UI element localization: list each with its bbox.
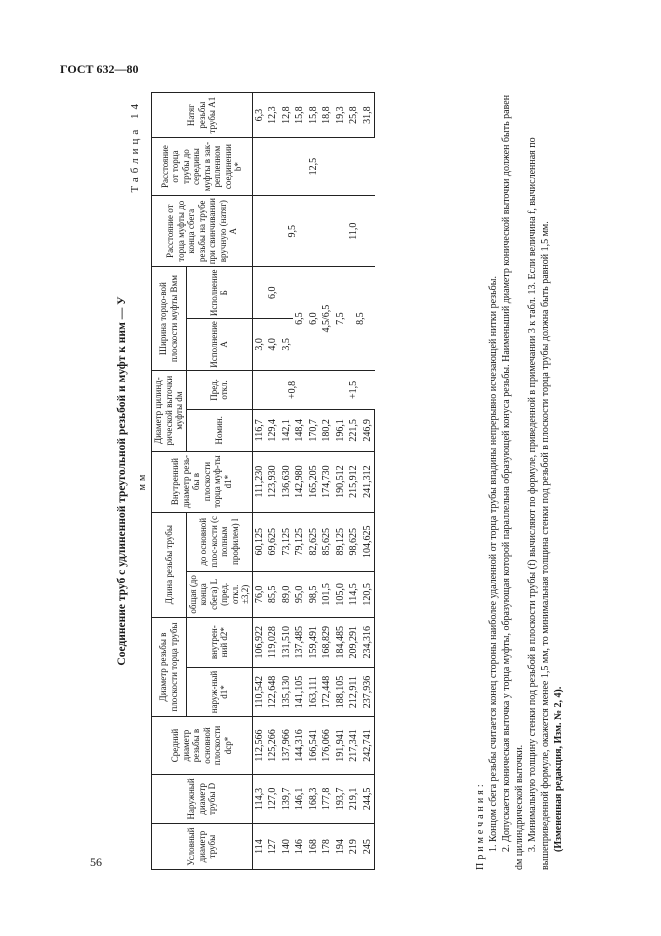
cell-cond: 219 bbox=[347, 824, 361, 870]
cell-bore-nominal: 196,1 bbox=[334, 410, 348, 451]
note-3: 3. Минимальную толщину стенки под резьбой в плоскости трубы (f) вычисляют по формуле, приведенной в примечании 3 к табл. 13. Если величина f, вычисленная по вышеприведенной формуле, окажется менее 1,5 мм, то минимальная толщина стенки под резьбой в плоскости торца трубы должна быть равной 1,5 мм. bbox=[527, 137, 551, 870]
cell-inner: 215,912 bbox=[347, 451, 361, 512]
cell-d2: 159,491 bbox=[307, 617, 321, 667]
cell-mean: 137,966 bbox=[280, 717, 294, 774]
cell-face-a: 7,5 bbox=[334, 267, 348, 370]
cell-bore-nominal: 180,2 bbox=[320, 410, 334, 451]
cell-inner: 136,630 bbox=[280, 451, 294, 512]
cell-inner: 190,512 bbox=[334, 451, 348, 512]
cell-natyag: 6,3 bbox=[252, 93, 266, 138]
table-row bbox=[334, 93, 348, 870]
cell-mean: 176,066 bbox=[320, 717, 334, 774]
cell-d2: 137,485 bbox=[293, 617, 307, 667]
cell-mean: 242,741 bbox=[361, 717, 375, 774]
cell-natyag: 15,8 bbox=[293, 93, 307, 138]
cell-mean: 125,266 bbox=[266, 717, 280, 774]
cell-outer: 177,8 bbox=[320, 774, 334, 824]
col-mean-diameter: Средний диаметр резьбы в основной плоскости dср* bbox=[152, 717, 253, 774]
cell-d1: 122,648 bbox=[266, 667, 280, 717]
cell-inner: 241,312 bbox=[361, 451, 375, 512]
cell-mean: 166,541 bbox=[307, 717, 321, 774]
thread-table bbox=[151, 92, 375, 870]
cell-natyag: 12,8 bbox=[280, 93, 294, 138]
cell-length-base: 60,125 bbox=[252, 512, 266, 571]
cell-outer: 193,7 bbox=[334, 774, 348, 824]
cell-length-base: 82,625 bbox=[307, 512, 321, 571]
col-length-base: до основной плос-кости (с полным профилем) l bbox=[186, 512, 252, 571]
table-label: Таблица 14 bbox=[129, 100, 141, 193]
cell-d1: 110,542 bbox=[252, 667, 266, 717]
col-inner-diameter: Внутренний диаметр резь-бы в плоскости торца муф-ты d1* bbox=[152, 451, 253, 512]
cell-natyag: 12,3 bbox=[266, 93, 280, 138]
cell-outer: 168,3 bbox=[307, 774, 321, 824]
cell-natyag: 19,3 bbox=[334, 93, 348, 138]
cell-bore-tolerance: +1,5 bbox=[334, 370, 375, 409]
cell-outer: 114,3 bbox=[252, 774, 266, 824]
table-units: мм bbox=[137, 471, 148, 491]
cell-bore-tolerance: +0,8 bbox=[252, 370, 334, 409]
cell-bore-nominal: 129,4 bbox=[266, 410, 280, 451]
col-face-width-group: Ширина торцо-вой плоскости муфты Bмм bbox=[152, 267, 187, 370]
cell-inner: 123,930 bbox=[266, 451, 280, 512]
col-length-total: общая (до конца сбега) L (пред. откл. ±3,2) bbox=[186, 571, 252, 617]
cell-bore-nominal: 142,1 bbox=[280, 410, 294, 451]
cell-inner: 174,730 bbox=[320, 451, 334, 512]
cell-length-total: 105,0 bbox=[334, 571, 348, 617]
cell-length-base: 79,125 bbox=[293, 512, 307, 571]
cell-face-b: 6,0 bbox=[252, 267, 293, 319]
cell-outer: 219,1 bbox=[347, 774, 361, 824]
notes-block bbox=[474, 92, 565, 870]
cell-outer: 127,0 bbox=[266, 774, 280, 824]
cell-length-base: 73,125 bbox=[280, 512, 294, 571]
cell-length-base: 89,125 bbox=[334, 512, 348, 571]
cell-face-a: 3,5 bbox=[280, 319, 294, 371]
cell-length-total: 101,5 bbox=[320, 571, 334, 617]
cell-outer: 139,7 bbox=[280, 774, 294, 824]
edition-note: (Измененная редакция, Изм. № 2, 4). bbox=[553, 686, 564, 852]
cell-inner: 165,205 bbox=[307, 451, 321, 512]
col-thread-diameter-group: Диаметр резьбы в плоскости торца трубы bbox=[152, 617, 187, 717]
cell-d2: 131,510 bbox=[280, 617, 294, 667]
cell-bore-nominal: 221,5 bbox=[347, 410, 361, 451]
note-2: 2. Допускается коническая выточка у торца муфты, образующая которой параллельна образующей конуса резьбы. Наименьший диаметр конической выточки должен быть равен dм цилиндрической выточки. bbox=[501, 94, 525, 870]
page-number: 56 bbox=[90, 855, 102, 869]
cell-length-total: 120,5 bbox=[361, 571, 375, 617]
cell-length-total: 85,5 bbox=[266, 571, 280, 617]
cell-bore-nominal: 148,4 bbox=[293, 410, 307, 451]
col-natyag: Натяг резьбы трубы A1 bbox=[152, 93, 253, 138]
cell-cond: 146 bbox=[293, 824, 307, 870]
cell-d1: 163,111 bbox=[307, 667, 321, 717]
table-title: Соединение труб с удлиненной треугольной резьбой и муфт к ним — У bbox=[116, 296, 128, 666]
cell-d2: 209,291 bbox=[347, 617, 361, 667]
cell-face-a: 4,0 bbox=[266, 319, 280, 371]
cell-d2: 119,028 bbox=[266, 617, 280, 667]
cell-length-base: 69,625 bbox=[266, 512, 280, 571]
cell-mean: 191,941 bbox=[334, 717, 348, 774]
cell-cond: 168 bbox=[307, 824, 321, 870]
cell-length-base: 85,625 bbox=[320, 512, 334, 571]
cell-natyag: 18,8 bbox=[320, 93, 334, 138]
col-face-a: Исполнение А bbox=[186, 319, 252, 371]
col-d2: внутрен-ний d2* bbox=[186, 617, 252, 667]
cell-face-a: 6,0 bbox=[307, 267, 321, 370]
rotated-table-region bbox=[115, 92, 566, 870]
cell-distance-vanish: 11,0 bbox=[334, 195, 375, 267]
cell-mean: 112,566 bbox=[252, 717, 266, 774]
cell-mean: 217,341 bbox=[347, 717, 361, 774]
cell-d1: 135,130 bbox=[280, 667, 294, 717]
cell-d2: 168,829 bbox=[320, 617, 334, 667]
cell-d1: 237,936 bbox=[361, 667, 375, 717]
cell-inner: 111,230 bbox=[252, 451, 266, 512]
note-1: 1. Концом сбега резьбы считается конец стороны наиболее удаленной от торца трубы впадины непрерывно исчезающей нитки резьбы. bbox=[488, 276, 499, 852]
cell-length-total: 114,5 bbox=[347, 571, 361, 617]
cell-d1: 212,911 bbox=[347, 667, 361, 717]
cell-d1: 172,448 bbox=[320, 667, 334, 717]
cell-natyag: 15,8 bbox=[307, 93, 321, 138]
notes-heading: Примечания: bbox=[475, 781, 486, 870]
cell-face-a: 6,5 bbox=[293, 267, 307, 370]
col-face-b: Исполнение Б bbox=[186, 267, 252, 319]
cell-length-total: 95,0 bbox=[293, 571, 307, 617]
cell-distance-vanish: 9,5 bbox=[252, 195, 334, 267]
col-thread-length-group: Длина резьбы трубы bbox=[152, 512, 187, 617]
document-header: ГОСТ 632—80 bbox=[60, 62, 139, 76]
cell-natyag: 25,8 bbox=[347, 93, 361, 138]
table-row bbox=[252, 93, 266, 870]
cell-length-base: 98,625 bbox=[347, 512, 361, 571]
col-d1: наруж-ный d1* bbox=[186, 667, 252, 717]
cell-length-total: 98,5 bbox=[307, 571, 321, 617]
cell-length-base: 104,625 bbox=[361, 512, 375, 571]
cell-d2: 106,922 bbox=[252, 617, 266, 667]
cell-d2: 184,485 bbox=[334, 617, 348, 667]
cell-cond: 245 bbox=[361, 824, 375, 870]
cell-cond: 178 bbox=[320, 824, 334, 870]
col-outer-diameter: Наружный диаметр трубы D bbox=[152, 774, 253, 824]
cell-face-a: 8,5 bbox=[347, 267, 375, 370]
cell-bore-nominal: 170,7 bbox=[307, 410, 321, 451]
col-distance-middle: Расстояние от торца трубы до середины муфты в зак-репленном соединении b* bbox=[152, 138, 253, 196]
cell-d1: 188,105 bbox=[334, 667, 348, 717]
cell-mean: 144,316 bbox=[293, 717, 307, 774]
cell-bore-nominal: 246,9 bbox=[361, 410, 375, 451]
cell-inner: 142,980 bbox=[293, 451, 307, 512]
cell-length-total: 76,0 bbox=[252, 571, 266, 617]
cell-cond: 140 bbox=[280, 824, 294, 870]
col-cond-diameter: Условный диаметр трубы bbox=[152, 824, 253, 870]
cell-natyag: 31,8 bbox=[361, 93, 375, 138]
cell-distance-middle: 12,5 bbox=[252, 138, 375, 196]
cell-cond: 127 bbox=[266, 824, 280, 870]
col-bore-nominal: Номин. bbox=[186, 410, 252, 451]
cell-d1: 141,105 bbox=[293, 667, 307, 717]
cell-d2: 234,316 bbox=[361, 617, 375, 667]
col-bore-tolerance: Пред. откл. bbox=[186, 370, 252, 409]
col-bore-group: Диаметр цилинд-рической выточки муфты dм bbox=[152, 370, 187, 451]
cell-outer: 146,1 bbox=[293, 774, 307, 824]
cell-cond: 194 bbox=[334, 824, 348, 870]
cell-outer: 244,5 bbox=[361, 774, 375, 824]
cell-cond: 114 bbox=[252, 824, 266, 870]
cell-bore-nominal: 116,7 bbox=[252, 410, 266, 451]
col-distance-vanish: Расстояние от торца муфты до конца сбега резьбы на трубе при свинчивании вручную (натяг) A bbox=[152, 195, 253, 267]
cell-length-total: 89,0 bbox=[280, 571, 294, 617]
cell-face-a: 4,5/6,5 bbox=[320, 267, 334, 370]
cell-face-a: 3,0 bbox=[252, 319, 266, 371]
